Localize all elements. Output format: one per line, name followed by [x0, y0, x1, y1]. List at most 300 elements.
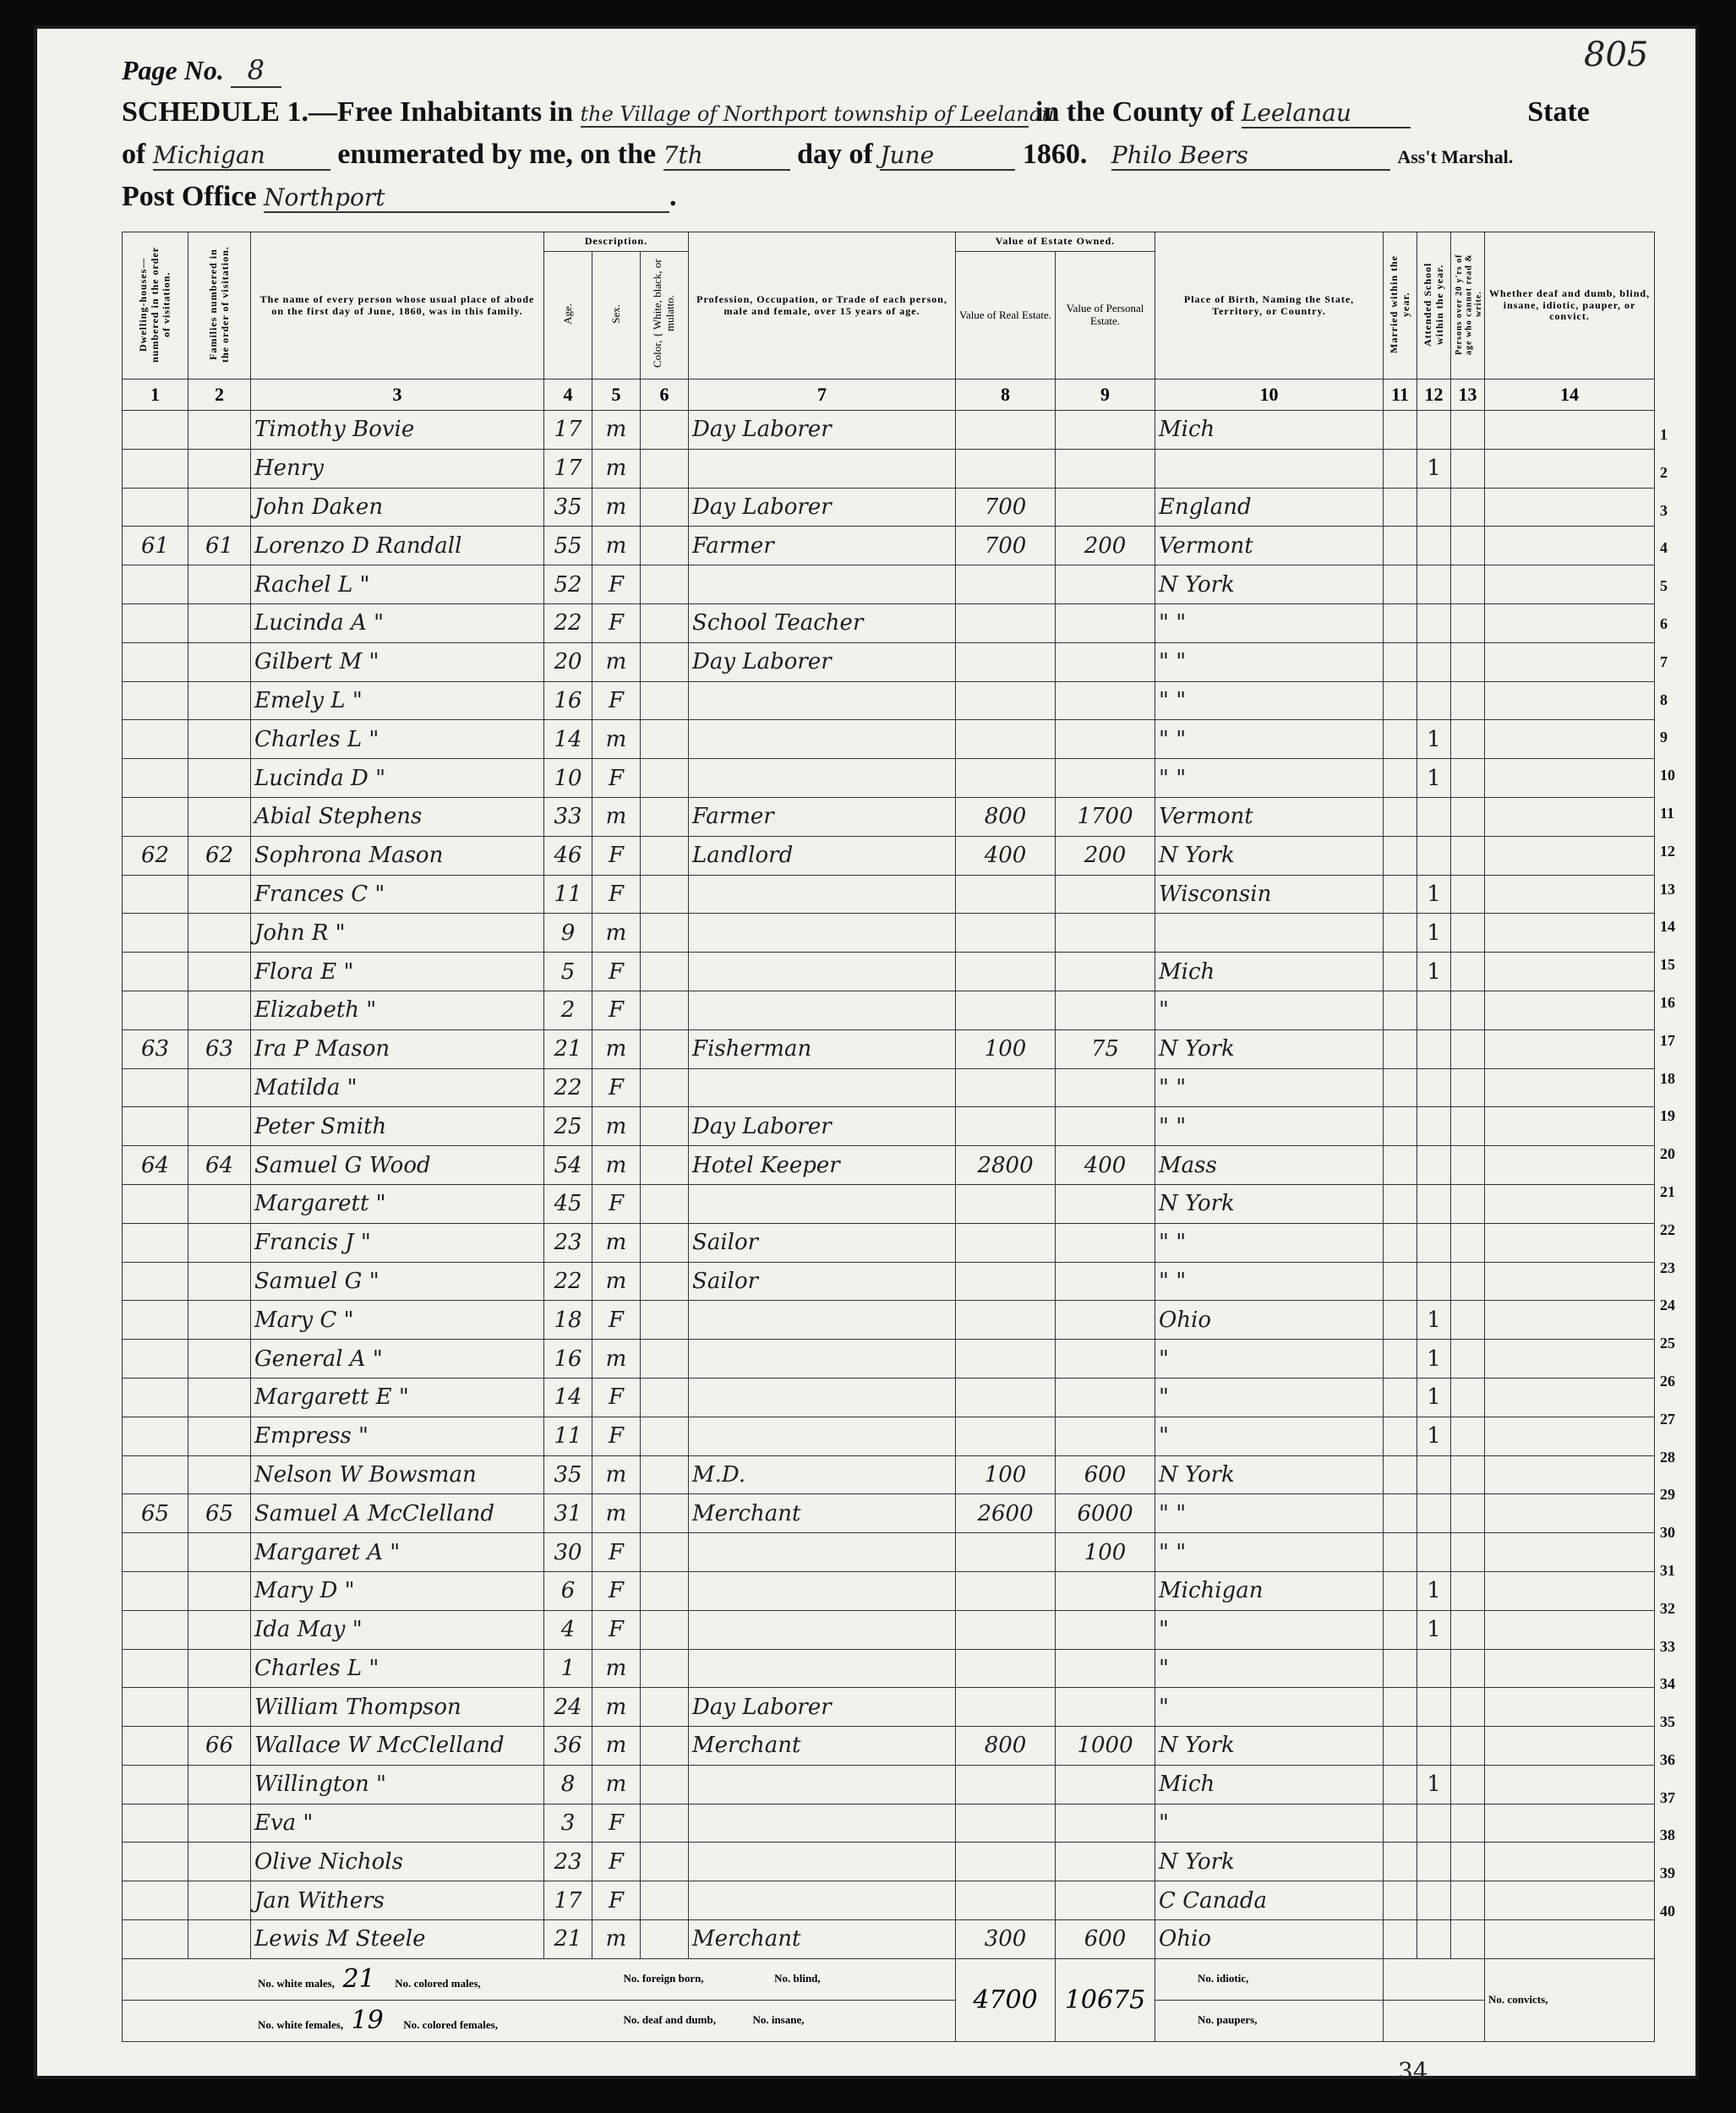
married-within-year-cell — [1384, 1340, 1417, 1379]
occupation-cell — [689, 953, 956, 991]
occupation-cell: Day Laborer — [689, 1107, 956, 1146]
person-name-cell: Samuel G Wood — [251, 1146, 544, 1185]
occupation-cell — [689, 1881, 956, 1920]
personal-estate-value-cell — [1056, 1378, 1155, 1417]
sex-cell: F — [592, 681, 641, 720]
table-row — [123, 1068, 1655, 1107]
personal-estate-value-cell — [1056, 1688, 1155, 1727]
condition-cell — [1485, 1494, 1655, 1533]
family-number-cell: 62 — [188, 836, 251, 875]
real-estate-value-cell — [956, 1068, 1056, 1107]
colored-males-label: No. colored males, — [395, 1977, 481, 1990]
family-number-cell — [188, 914, 251, 953]
birthplace-cell: Mich — [1155, 953, 1384, 991]
family-number-cell — [188, 1881, 251, 1920]
person-name-cell: Nelson W Bowsman — [251, 1455, 544, 1494]
dwelling-number-cell — [123, 720, 188, 759]
insane-label: No. insane, — [752, 2013, 805, 2027]
family-number-cell — [188, 681, 251, 720]
condition-cell — [1485, 1920, 1655, 1959]
attended-school-cell: 1 — [1417, 1610, 1451, 1649]
post-office-line: Post Office Northport . — [122, 181, 677, 212]
margin-line-number: 31 — [1660, 1561, 1675, 1579]
cannot-read-write-cell — [1451, 1649, 1485, 1688]
occupation-cell: Merchant — [689, 1494, 956, 1533]
margin-line-number: 14 — [1660, 918, 1675, 936]
family-number-cell — [188, 488, 251, 527]
personal-estate-value-cell — [1056, 1571, 1155, 1610]
column-number: 13 — [1451, 379, 1485, 411]
column-number: 7 — [689, 379, 956, 411]
family-number-cell — [188, 1765, 251, 1804]
birthplace-cell — [1155, 449, 1384, 488]
condition-cell — [1485, 759, 1655, 798]
married-within-year-cell — [1384, 759, 1417, 798]
color-cell — [641, 1881, 689, 1920]
attended-school-cell — [1417, 1843, 1451, 1881]
married-within-year-cell — [1384, 527, 1417, 565]
cannot-read-write-cell — [1451, 1340, 1485, 1379]
dwelling-number-cell — [123, 1881, 188, 1920]
sex-cell: F — [592, 565, 641, 604]
page-label: Page No. — [122, 55, 224, 85]
cannot-read-write-cell — [1451, 681, 1485, 720]
color-cell — [641, 1765, 689, 1804]
personal-estate-value-cell — [1056, 759, 1155, 798]
margin-line-number: 2 — [1660, 463, 1668, 481]
dwelling-number-cell — [123, 1378, 188, 1417]
color-cell — [641, 1223, 689, 1262]
dwelling-number-cell — [123, 1455, 188, 1494]
birthplace-cell: " — [1155, 991, 1384, 1029]
dwelling-number-cell — [123, 914, 188, 953]
personal-estate-value-cell — [1056, 1223, 1155, 1262]
margin-line-number: 34 — [1660, 1675, 1675, 1693]
condition-cell — [1485, 449, 1655, 488]
dwelling-number-cell — [123, 1223, 188, 1262]
real-estate-value-cell — [956, 953, 1056, 991]
married-within-year-cell — [1384, 1804, 1417, 1843]
table-row — [123, 1881, 1655, 1920]
person-name-cell: Sophrona Mason — [251, 836, 544, 875]
cannot-read-write-cell — [1451, 1804, 1485, 1843]
family-number-cell — [188, 1688, 251, 1727]
margin-line-number: 11 — [1660, 804, 1675, 822]
color-cell — [641, 527, 689, 565]
column-number: 14 — [1485, 379, 1655, 411]
occupation-cell — [689, 565, 956, 604]
margin-line-number: 38 — [1660, 1826, 1675, 1844]
real-estate-value-cell — [956, 1688, 1056, 1727]
header-color: Color, { White, black, or mulatto. — [641, 252, 689, 379]
table-row — [123, 1029, 1655, 1068]
dwelling-number-cell — [123, 875, 188, 914]
birthplace-cell: " " — [1155, 642, 1384, 681]
family-number-cell — [188, 603, 251, 642]
real-estate-value-cell — [956, 1107, 1056, 1146]
margin-line-number: 19 — [1660, 1107, 1675, 1125]
column-number: 12 — [1417, 379, 1451, 411]
age-cell: 33 — [544, 797, 592, 836]
cannot-read-write-cell — [1451, 875, 1485, 914]
attended-school-cell — [1417, 527, 1451, 565]
sex-cell: F — [592, 1610, 641, 1649]
state-label: State — [1527, 96, 1590, 128]
age-cell: 46 — [544, 836, 592, 875]
married-within-year-cell — [1384, 1068, 1417, 1107]
condition-cell — [1485, 720, 1655, 759]
condition-cell — [1485, 1727, 1655, 1766]
day-of-label: day of — [797, 139, 873, 170]
color-cell — [641, 797, 689, 836]
occupation-cell — [689, 759, 956, 798]
age-cell: 23 — [544, 1843, 592, 1881]
personal-estate-value-cell: 200 — [1056, 527, 1155, 565]
birthplace-cell: N York — [1155, 1843, 1384, 1881]
color-cell — [641, 991, 689, 1029]
birthplace-cell: " — [1155, 1378, 1384, 1417]
table-row — [123, 1649, 1655, 1688]
age-cell: 23 — [544, 1223, 592, 1262]
birthplace-cell: Mich — [1155, 411, 1384, 450]
person-name-cell: Emely L " — [251, 681, 544, 720]
attended-school-cell — [1417, 1881, 1451, 1920]
age-cell: 8 — [544, 1765, 592, 1804]
family-number-cell: 61 — [188, 527, 251, 565]
deaf-dumb-label: No. deaf and dumb, — [623, 2013, 716, 2027]
age-cell: 1 — [544, 1649, 592, 1688]
enumeration-year: 1860. — [1022, 139, 1088, 170]
married-within-year-cell — [1384, 1765, 1417, 1804]
sex-cell: m — [592, 1649, 641, 1688]
occupation-cell: M.D. — [689, 1455, 956, 1494]
cannot-read-write-cell — [1451, 1146, 1485, 1185]
married-within-year-cell — [1384, 1727, 1417, 1766]
census-table — [122, 232, 1655, 2042]
blind-label: No. blind, — [774, 1972, 821, 1985]
condition-cell — [1485, 1571, 1655, 1610]
convicts-label: No. convicts, — [1488, 1992, 1548, 2006]
family-number-cell — [188, 720, 251, 759]
dwelling-number-cell — [123, 1688, 188, 1727]
margin-line-number: 13 — [1660, 880, 1675, 898]
birthplace-cell: " " — [1155, 720, 1384, 759]
color-cell — [641, 1068, 689, 1107]
attended-school-cell — [1417, 411, 1451, 450]
real-estate-value-cell — [956, 720, 1056, 759]
birthplace-cell: " — [1155, 1688, 1384, 1727]
sex-cell: F — [592, 1804, 641, 1843]
color-cell — [641, 1920, 689, 1959]
table-row — [123, 836, 1655, 875]
dwelling-number-cell — [123, 642, 188, 681]
color-cell — [641, 565, 689, 604]
personal-estate-value-cell — [1056, 1610, 1155, 1649]
occupation-cell — [689, 1804, 956, 1843]
cannot-read-write-cell — [1451, 914, 1485, 953]
dwelling-number-cell — [123, 1301, 188, 1340]
margin-line-number: 8 — [1660, 691, 1668, 708]
color-cell — [641, 411, 689, 450]
sex-cell: m — [592, 1920, 641, 1959]
header-group-value: Value of Estate Owned. — [956, 232, 1155, 252]
margin-line-number: 12 — [1660, 842, 1675, 860]
attended-school-cell — [1417, 1455, 1451, 1494]
personal-estate-value-cell: 1700 — [1056, 797, 1155, 836]
occupation-cell — [689, 1417, 956, 1455]
person-name-cell: William Thompson — [251, 1688, 544, 1727]
state-name: Michigan — [153, 141, 330, 171]
white-females-count: 19 — [351, 2006, 384, 2036]
attended-school-cell — [1417, 1184, 1451, 1223]
attended-school-cell: 1 — [1417, 875, 1451, 914]
person-name-cell: Frances C " — [251, 875, 544, 914]
real-estate-total: 4700 — [973, 1985, 1038, 2015]
margin-line-number: 39 — [1660, 1865, 1675, 1882]
column-number: 2 — [188, 379, 251, 411]
married-within-year-cell — [1384, 449, 1417, 488]
occupation-cell — [689, 1765, 956, 1804]
column-number: 8 — [956, 379, 1056, 411]
condition-cell — [1485, 1804, 1655, 1843]
birthplace-cell: N York — [1155, 1184, 1384, 1223]
cannot-read-write-cell — [1451, 797, 1485, 836]
cannot-read-write-cell — [1451, 953, 1485, 991]
table-row — [123, 1340, 1655, 1379]
real-estate-value-cell: 2800 — [956, 1146, 1056, 1185]
married-within-year-cell — [1384, 1262, 1417, 1301]
color-cell — [641, 488, 689, 527]
color-cell — [641, 1727, 689, 1766]
age-cell: 52 — [544, 565, 592, 604]
white-females-label: No. white females, — [258, 2018, 344, 2032]
person-name-cell: Charles L " — [251, 1649, 544, 1688]
condition-cell — [1485, 1649, 1655, 1688]
margin-line-number: 9 — [1660, 729, 1668, 746]
person-name-cell: Margaret A " — [251, 1533, 544, 1572]
sex-cell: m — [592, 411, 641, 450]
family-number-cell: 66 — [188, 1727, 251, 1766]
age-cell: 17 — [544, 411, 592, 450]
person-name-cell: Lucinda A " — [251, 603, 544, 642]
occupation-cell: School Teacher — [689, 603, 956, 642]
sex-cell: F — [592, 759, 641, 798]
birthplace-cell — [1155, 914, 1384, 953]
real-estate-value-cell — [956, 1378, 1056, 1417]
person-name-cell: John R " — [251, 914, 544, 953]
birthplace-cell: Mass — [1155, 1146, 1384, 1185]
married-within-year-cell — [1384, 875, 1417, 914]
personal-estate-total: 10675 — [1064, 1985, 1146, 2015]
dwelling-number-cell — [123, 1262, 188, 1301]
family-number-cell: 63 — [188, 1029, 251, 1068]
enumeration-line — [122, 139, 1513, 171]
margin-line-number: 28 — [1660, 1448, 1675, 1466]
personal-estate-value-cell — [1056, 1340, 1155, 1379]
family-number-cell — [188, 1184, 251, 1223]
birthplace-cell: N York — [1155, 565, 1384, 604]
real-estate-value-cell — [956, 642, 1056, 681]
real-estate-value-cell — [956, 603, 1056, 642]
table-row — [123, 603, 1655, 642]
real-estate-value-cell — [956, 449, 1056, 488]
margin-line-number: 6 — [1660, 614, 1668, 632]
color-cell — [641, 759, 689, 798]
occupation-cell — [689, 1649, 956, 1688]
table-row — [123, 1184, 1655, 1223]
condition-cell — [1485, 1455, 1655, 1494]
attended-school-cell — [1417, 565, 1451, 604]
occupation-cell: Merchant — [689, 1920, 956, 1959]
paupers-label: No. paupers, — [1198, 2013, 1258, 2027]
birthplace-cell: Ohio — [1155, 1920, 1384, 1959]
age-cell: 22 — [544, 603, 592, 642]
personal-estate-value-cell — [1056, 720, 1155, 759]
sex-cell: F — [592, 1301, 641, 1340]
cannot-read-write-cell — [1451, 642, 1485, 681]
margin-line-number: 3 — [1660, 501, 1668, 519]
attended-school-cell — [1417, 1533, 1451, 1572]
cannot-read-write-cell — [1451, 1107, 1485, 1146]
age-cell: 24 — [544, 1688, 592, 1727]
person-name-cell: Wallace W McClelland — [251, 1727, 544, 1766]
color-cell — [641, 914, 689, 953]
margin-line-number: 33 — [1660, 1637, 1675, 1655]
occupation-cell — [689, 1571, 956, 1610]
sex-cell: F — [592, 1378, 641, 1417]
sex-cell: F — [592, 1184, 641, 1223]
condition-cell — [1485, 1301, 1655, 1340]
header-family: Families numbered in the order of visitation. — [188, 232, 251, 379]
sex-cell: F — [592, 875, 641, 914]
table-row — [123, 527, 1655, 565]
age-cell: 9 — [544, 914, 592, 953]
table-row — [123, 991, 1655, 1029]
sex-cell: m — [592, 1494, 641, 1533]
color-cell — [641, 836, 689, 875]
person-name-cell: Lewis M Steele — [251, 1920, 544, 1959]
table-row — [123, 1688, 1655, 1727]
attended-school-cell — [1417, 1804, 1451, 1843]
person-name-cell: John Daken — [251, 488, 544, 527]
personal-estate-value-cell: 600 — [1056, 1455, 1155, 1494]
birthplace-cell: " " — [1155, 1068, 1384, 1107]
birthplace-cell: " " — [1155, 681, 1384, 720]
family-number-cell: 64 — [188, 1146, 251, 1185]
occupation-cell — [689, 1340, 956, 1379]
family-number-cell — [188, 797, 251, 836]
attended-school-cell — [1417, 1688, 1451, 1727]
real-estate-value-cell: 800 — [956, 1727, 1056, 1766]
margin-line-number: 27 — [1660, 1410, 1675, 1428]
married-within-year-cell — [1384, 991, 1417, 1029]
personal-estate-value-cell — [1056, 914, 1155, 953]
color-cell — [641, 1029, 689, 1068]
marshal-name: Philo Beers — [1111, 141, 1390, 171]
attended-school-cell: 1 — [1417, 720, 1451, 759]
header-real-estate: Value of Real Estate. — [956, 252, 1056, 379]
birthplace-cell: C Canada — [1155, 1881, 1384, 1920]
cannot-read-write-cell — [1451, 1688, 1485, 1727]
header-occupation: Profession, Occupation, or Trade of each person, male and female, over 15 years of age. — [689, 232, 956, 379]
condition-cell — [1485, 953, 1655, 991]
margin-line-number: 16 — [1660, 993, 1675, 1011]
personal-estate-value-cell — [1056, 1649, 1155, 1688]
real-estate-value-cell — [956, 411, 1056, 450]
age-cell: 18 — [544, 1301, 592, 1340]
dwelling-number-cell — [123, 1533, 188, 1572]
dwelling-number-cell — [123, 1417, 188, 1455]
family-number-cell — [188, 1301, 251, 1340]
sex-cell: m — [592, 1029, 641, 1068]
dwelling-number-cell: 65 — [123, 1494, 188, 1533]
attended-school-cell — [1417, 991, 1451, 1029]
schedule-line — [122, 96, 1590, 128]
occupation-cell — [689, 875, 956, 914]
real-estate-value-cell: 800 — [956, 797, 1056, 836]
color-cell — [641, 1571, 689, 1610]
age-cell: 36 — [544, 1727, 592, 1766]
occupation-cell — [689, 914, 956, 953]
personal-estate-value-cell — [1056, 1765, 1155, 1804]
cannot-read-write-cell — [1451, 1843, 1485, 1881]
sex-cell: m — [592, 1765, 641, 1804]
person-name-cell: Lucinda D " — [251, 759, 544, 798]
sex-cell: F — [592, 836, 641, 875]
color-cell — [641, 1455, 689, 1494]
column-number: 10 — [1155, 379, 1384, 411]
cannot-read-write-cell — [1451, 603, 1485, 642]
summary-row-1 — [123, 1958, 1655, 2000]
personal-estate-value-cell: 1000 — [1056, 1727, 1155, 1766]
margin-line-number: 15 — [1660, 956, 1675, 974]
table-row — [123, 1765, 1655, 1804]
condition-cell — [1485, 488, 1655, 527]
occupation-cell: Day Laborer — [689, 1688, 956, 1727]
real-estate-value-cell — [956, 1417, 1056, 1455]
header-school: Attended School within the year. — [1417, 232, 1451, 379]
birthplace-cell: England — [1155, 488, 1384, 527]
dwelling-number-cell — [123, 1804, 188, 1843]
age-cell: 31 — [544, 1494, 592, 1533]
colored-females-label: No. colored females, — [403, 2018, 498, 2032]
attended-school-cell: 1 — [1417, 953, 1451, 991]
occupation-cell — [689, 991, 956, 1029]
person-name-cell: Timothy Bovie — [251, 411, 544, 450]
occupation-cell — [689, 449, 956, 488]
occupation-cell — [689, 1301, 956, 1340]
dwelling-number-cell — [123, 603, 188, 642]
real-estate-value-cell — [956, 1184, 1056, 1223]
condition-cell — [1485, 1340, 1655, 1379]
occupation-cell — [689, 1843, 956, 1881]
birthplace-cell: Ohio — [1155, 1301, 1384, 1340]
margin-line-number: 35 — [1660, 1713, 1675, 1731]
married-within-year-cell — [1384, 1417, 1417, 1455]
personal-estate-value-cell — [1056, 603, 1155, 642]
color-cell — [641, 953, 689, 991]
occupation-cell: Farmer — [689, 527, 956, 565]
condition-cell — [1485, 411, 1655, 450]
married-within-year-cell — [1384, 1223, 1417, 1262]
condition-cell — [1485, 1610, 1655, 1649]
cannot-read-write-cell — [1451, 449, 1485, 488]
cannot-read-write-cell — [1451, 1029, 1485, 1068]
color-cell — [641, 1494, 689, 1533]
sex-cell: F — [592, 603, 641, 642]
color-cell — [641, 1417, 689, 1455]
person-name-cell: Elizabeth " — [251, 991, 544, 1029]
